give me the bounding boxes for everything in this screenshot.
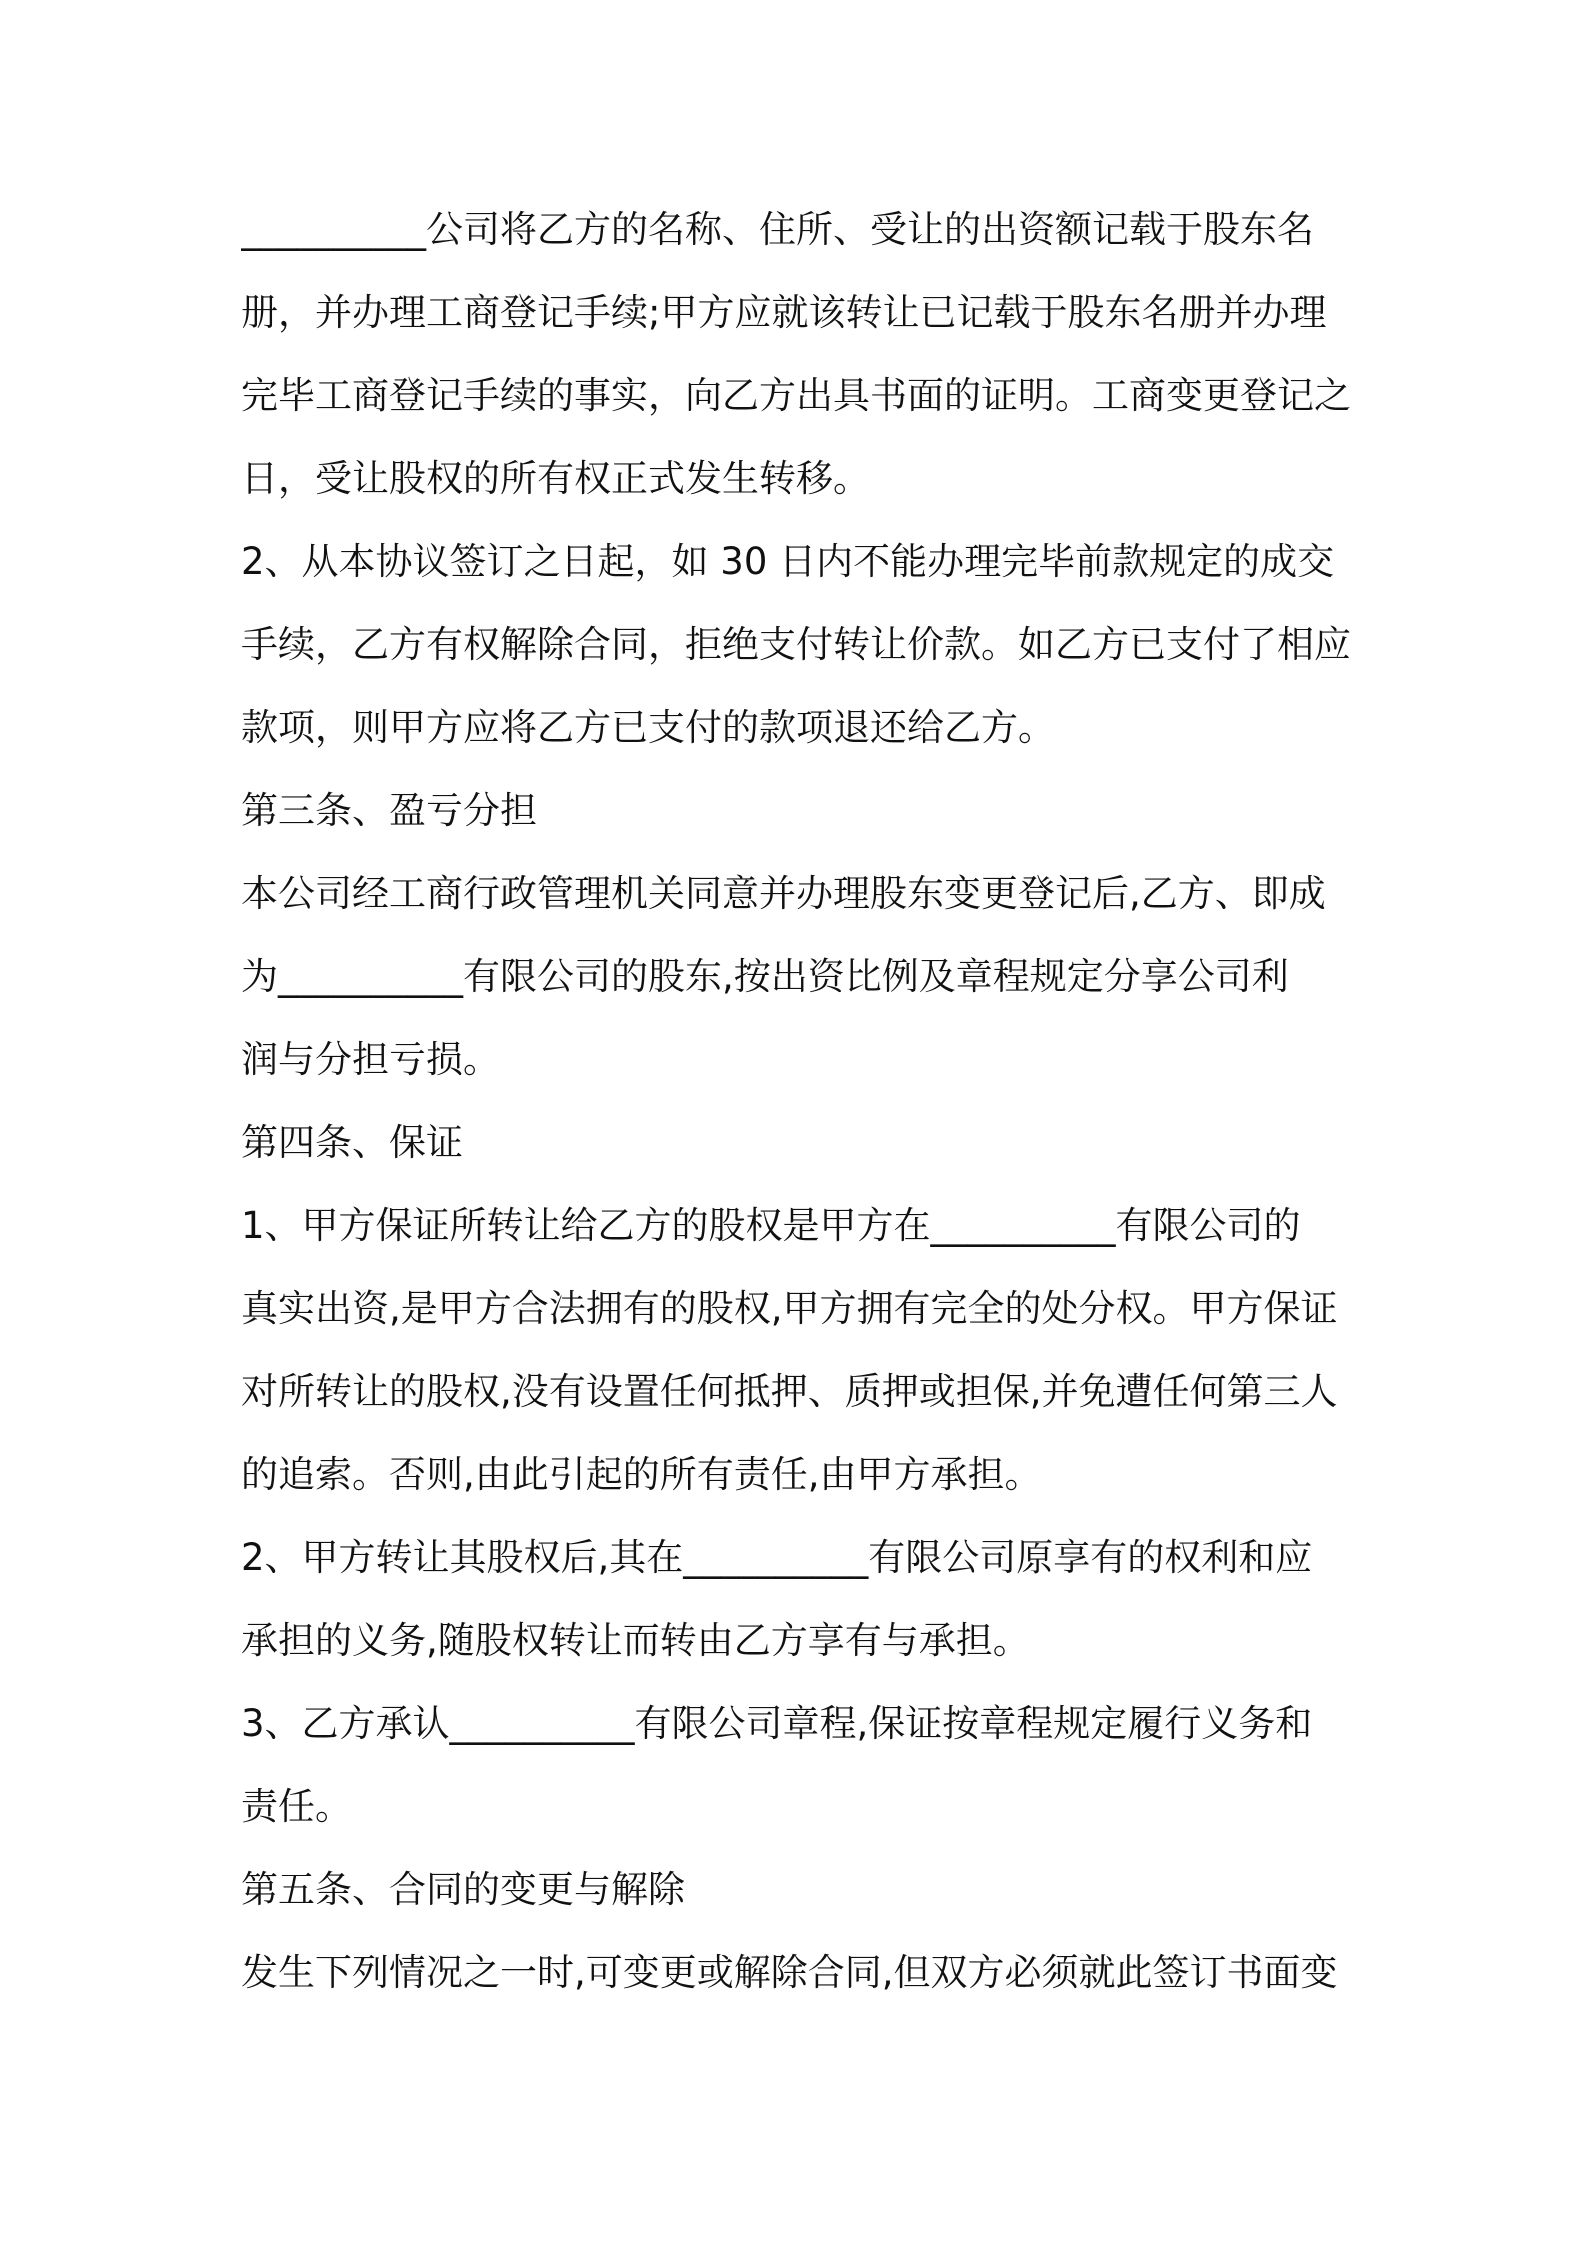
paragraph-line: 3、乙方承认__________有限公司章程,保证按章程规定履行义务和 (241, 1702, 1313, 1745)
paragraph-line: 的追索。否则,由此引起的所有责任,由甲方承担。 (241, 1453, 1042, 1496)
paragraph-line: 册，并办理工商登记手续;甲方应就该转让已记载于股东名册并办理 (241, 291, 1327, 334)
paragraph-line: 1、甲方保证所转让给乙方的股权是甲方在__________有限公司的 (241, 1204, 1301, 1247)
paragraph-line: __________公司将乙方的名称、住所、受让的出资额记载于股东名 (241, 208, 1314, 251)
paragraph-line: 完毕工商登记手续的事实，向乙方出具书面的证明。工商变更登记之 (241, 374, 1351, 417)
paragraph-line: 对所转让的股权,没有设置任何抵押、质押或担保,并免遭任何第三人 (241, 1370, 1338, 1413)
paragraph-line: 为__________有限公司的股东,按出资比例及章程规定分享公司利 (241, 955, 1289, 998)
paragraph-line: 真实出资,是甲方合法拥有的股权,甲方拥有完全的处分权。甲方保证 (241, 1287, 1338, 1330)
section-heading: 第四条、保证 (241, 1121, 463, 1164)
paragraph-line: 责任。 (241, 1785, 352, 1828)
paragraph-line: 2、从本协议签订之日起，如 30 日内不能办理完毕前款规定的成交 (241, 540, 1335, 583)
paragraph-line: 2、甲方转让其股权后,其在__________有限公司原享有的权利和应 (241, 1536, 1313, 1579)
paragraph-line: 手续，乙方有权解除合同，拒绝支付转让价款。如乙方已支付了相应 (241, 623, 1351, 666)
paragraph-line: 本公司经工商行政管理机关同意并办理股东变更登记后,乙方、即成 (241, 872, 1326, 915)
paragraph-line: 承担的义务,随股权转让而转由乙方享有与承担。 (241, 1619, 1030, 1662)
section-heading: 第三条、盈亏分担 (241, 789, 537, 832)
paragraph-line: 润与分担亏损。 (241, 1038, 500, 1081)
section-heading: 第五条、合同的变更与解除 (241, 1868, 685, 1911)
paragraph-line: 发生下列情况之一时,可变更或解除合同,但双方必须就此签订书面变 (241, 1951, 1338, 1994)
paragraph-line: 款项，则甲方应将乙方已支付的款项退还给乙方。 (241, 706, 1055, 749)
paragraph-line: 日，受让股权的所有权正式发生转移。 (241, 457, 870, 500)
